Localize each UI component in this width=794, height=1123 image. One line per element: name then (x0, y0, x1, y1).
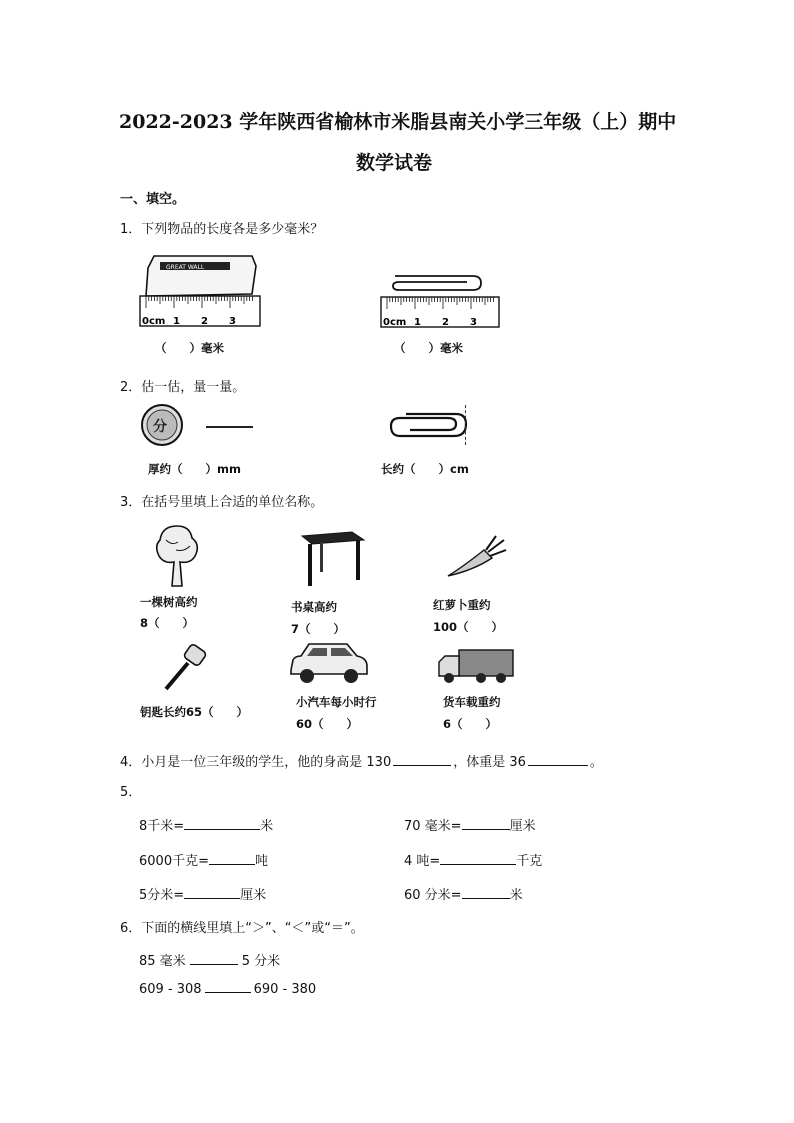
ruler-right-label-1: 1 (414, 317, 421, 328)
question-2-prompt: 2．估一估，量一量。 (120, 380, 246, 395)
q6-row1 (139, 950, 280, 969)
q5-r1r-a: 70 毫米= (404, 819, 462, 834)
q6-r2-b: 690 - 380 (253, 982, 317, 997)
question-3-prompt: 3．在括号里填上合适的单位名称。 (120, 495, 324, 510)
desk-icon (298, 530, 368, 588)
q5-row2-right (404, 850, 542, 869)
q3-item-carrot-label: 红萝卜重约 (433, 598, 491, 612)
carrot-icon (444, 528, 510, 580)
q3-item-tree-label: 一棵树高约 (140, 595, 198, 609)
q2-answer-left[interactable]: 厚约（ ）mm (148, 462, 241, 476)
q4-text-a: 4．小月是一位三年级的学生，他的身高是 130 (120, 755, 392, 770)
q3-item-car-value[interactable]: 60（ ） (296, 717, 359, 731)
q6-r1-a: 85 毫米 (139, 954, 186, 969)
q4-height-blank[interactable] (393, 753, 451, 766)
q5-row2-left (139, 850, 268, 869)
q5-r2l-a: 6000千克= (139, 854, 209, 869)
q3-item-car-label: 小汽车每小时行 (296, 695, 377, 709)
tree-icon (152, 522, 202, 588)
q3-item-key-label[interactable]: 钥匙长约65（ ） (140, 705, 249, 719)
q2-answer-right[interactable]: 长约（ ）cm (381, 462, 469, 476)
q5-r1r-b: 厘米 (509, 819, 536, 834)
key-icon (160, 643, 210, 695)
q4-weight-blank[interactable] (528, 753, 588, 766)
q5-r3r-a: 60 分米= (404, 888, 462, 903)
q3-item-truck-value[interactable]: 6（ ） (443, 717, 498, 731)
q5-row3-left (139, 884, 266, 903)
coin-icon (140, 403, 184, 447)
paperclip-ruler-figure (381, 268, 506, 333)
truck-icon (437, 646, 515, 686)
q3-item-desk-value[interactable]: 7（ ） (291, 622, 346, 636)
q5-row3-right (404, 884, 523, 903)
page-subtitle: 数学试卷 (356, 152, 433, 174)
ruler-label-2: 2 (201, 316, 208, 327)
q6-r2-blank[interactable] (205, 980, 251, 993)
question-6-prompt: 6．下面的横线里填上“＞”、“＜”或“＝”。 (120, 921, 364, 936)
ruler-right-label-3: 3 (470, 317, 477, 328)
question-4 (120, 751, 603, 770)
paperclip-icon (388, 410, 470, 440)
coin-text: 分 (153, 419, 167, 435)
q5-r2l-blank[interactable] (209, 852, 255, 865)
paperclip-end-mark (465, 405, 466, 445)
q5-r1l-b: 米 (260, 819, 274, 834)
q5-row1-right (404, 815, 536, 834)
q5-r1r-blank[interactable] (462, 817, 510, 830)
q5-r3l-blank[interactable] (184, 886, 240, 899)
section-heading: 一、填空。 (120, 192, 186, 207)
q5-r3r-b: 米 (509, 888, 523, 903)
q6-r1-blank[interactable] (190, 952, 238, 965)
q5-r1l-a: 8千米= (139, 819, 185, 834)
q6-row2 (139, 980, 316, 997)
car-icon (287, 640, 371, 686)
q5-r2l-b: 吨 (254, 854, 268, 869)
ruler-right-label-0: 0cm (383, 317, 407, 328)
q3-item-truck-label: 货车载重约 (443, 695, 501, 709)
q5-r3r-blank[interactable] (462, 886, 510, 899)
page-title: 2022-2023 学年陕西省榆林市米脂县南关小学三年级（上）期中 (119, 111, 677, 133)
q6-r2-a: 609 - 308 (139, 982, 202, 997)
ruler-label-1: 1 (173, 316, 180, 327)
ruler-label-0: 0cm (142, 316, 166, 327)
eraser-ruler-figure (140, 252, 265, 332)
q5-r3l-a: 5分米= (139, 888, 185, 903)
eraser-brand-text: GREAT WALL (166, 264, 205, 271)
coin-side-line (206, 426, 253, 428)
ruler-label-3: 3 (229, 316, 236, 327)
q5-r3l-b: 厘米 (240, 888, 267, 903)
ruler-right-label-2: 2 (442, 317, 449, 328)
q5-row1-left (139, 815, 273, 834)
q1-answer-right[interactable]: （ ）毫米 (394, 341, 463, 355)
q5-r2r-a: 4 吨= (404, 854, 441, 869)
q5-r2r-b: 千克 (516, 854, 543, 869)
q5-r1l-blank[interactable] (184, 817, 260, 830)
q4-text-b: ，体重是 36 (453, 755, 526, 770)
q4-text-c: 。 (589, 755, 603, 770)
question-5-number: 5． (120, 785, 142, 800)
q1-answer-left[interactable]: （ ）毫米 (155, 341, 224, 355)
q6-r1-b: 5 分米 (241, 954, 281, 969)
q3-item-carrot-value[interactable]: 100（ ） (433, 620, 504, 634)
q5-r2r-blank[interactable] (440, 852, 516, 865)
question-1-prompt: 1．下列物品的长度各是多少毫米？ (120, 222, 324, 237)
q3-item-desk-label: 书桌高约 (291, 600, 337, 614)
q3-item-tree-value[interactable]: 8（ ） (140, 616, 195, 630)
